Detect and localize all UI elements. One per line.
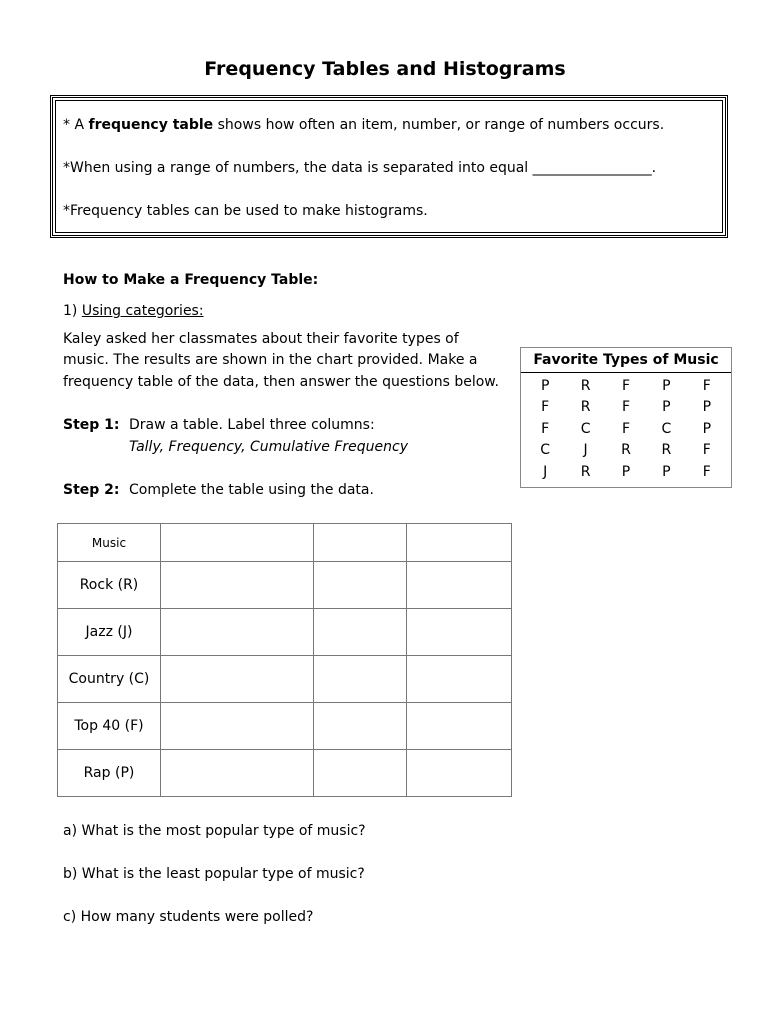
favorite-cell: P [662, 399, 671, 416]
favorite-cell: P [662, 463, 671, 480]
definition-line-2: *When using a range of numbers, the data is separated into equal _________________. [63, 160, 657, 176]
blank-answer-cell[interactable] [314, 609, 407, 656]
blank-answer-cell[interactable] [161, 703, 314, 750]
subheading-number: 1) [63, 303, 82, 319]
definition-text: shows how often an item, number, or range of numbers occurs. [213, 117, 665, 133]
favorite-cell: P [702, 399, 712, 416]
step2-text: Complete the table using the data. [129, 482, 374, 498]
favorite-music-grid [521, 373, 731, 487]
favorite-cell: P [540, 378, 550, 394]
blank-header-cell[interactable] [314, 524, 407, 562]
favorite-cell: R [580, 463, 591, 480]
music-column-header: Music [58, 524, 161, 562]
favorite-music-title: Favorite Types of Music [521, 348, 731, 373]
table-row [58, 562, 512, 609]
favorite-cell: F [702, 442, 711, 459]
favorite-cell: J [583, 442, 588, 459]
blank-answer-cell[interactable] [407, 703, 512, 750]
blank-header-cell[interactable] [161, 524, 314, 562]
music-category-cell: Rap (P) [58, 750, 161, 797]
page-title: Frequency Tables and Histograms [204, 58, 566, 80]
step1-columns: Tally, Frequency, Cumulative Frequency [129, 439, 409, 455]
blank-answer-cell[interactable] [407, 609, 512, 656]
question-a: a) What is the most popular type of music? [63, 823, 366, 839]
table-row [58, 703, 512, 750]
blank-answer-cell[interactable] [161, 562, 314, 609]
table-row [58, 750, 512, 797]
subheading-text: Using categories: [81, 303, 204, 319]
music-category-cell: Rock (R) [58, 562, 161, 609]
subheading [63, 303, 204, 319]
music-category-cell: Jazz (J) [58, 609, 161, 656]
blank-answer-cell[interactable] [314, 750, 407, 797]
favorite-cell: F [621, 378, 631, 394]
question-b: b) What is the least popular type of music? [63, 866, 365, 882]
blank-answer-cell[interactable] [407, 562, 512, 609]
step1-text: Draw a table. Label three columns: [129, 417, 375, 433]
favorite-cell: C [540, 442, 551, 459]
question-c: c) How many students were polled? [63, 909, 314, 925]
favorite-music-chart [520, 347, 732, 488]
problem-line-1: Kaley asked her classmates about their favorite types of [63, 331, 459, 347]
blank-answer-cell[interactable] [314, 562, 407, 609]
frequency-table [57, 523, 512, 797]
blank-answer-cell[interactable] [161, 656, 314, 703]
frequency-table-term: frequency table [88, 117, 214, 133]
favorite-cell: F [541, 420, 550, 437]
blank-answer-cell[interactable] [314, 656, 407, 703]
blank-answer-cell[interactable] [407, 750, 512, 797]
favorite-cell: P [621, 463, 631, 480]
blank-answer-cell[interactable] [161, 750, 314, 797]
definition-line-1 [63, 117, 664, 133]
blank-header-cell[interactable] [407, 524, 512, 562]
definition-prefix: * A [63, 117, 89, 133]
music-category-cell: Country (C) [58, 656, 161, 703]
favorite-cell: F [541, 399, 550, 416]
favorite-cell: C [580, 420, 591, 437]
blank-answer-cell[interactable] [314, 703, 407, 750]
favorite-cell: R [621, 442, 631, 459]
definition-line-3: *Frequency tables can be used to make histograms. [63, 203, 428, 219]
favorite-cell: F [702, 378, 711, 394]
favorite-cell: C [661, 420, 672, 437]
blank-answer-cell[interactable] [407, 656, 512, 703]
problem-line-2: music. The results are shown in the chart provided. Make a [63, 352, 478, 368]
favorite-cell: F [621, 420, 631, 437]
favorite-cell: R [661, 442, 672, 459]
music-category-cell: Top 40 (F) [58, 703, 161, 750]
problem-line-3: frequency table of the data, then answer the questions below. [63, 374, 499, 390]
section-heading: How to Make a Frequency Table: [63, 272, 319, 288]
step2-label: Step 2: [63, 482, 120, 498]
step1-label: Step 1: [63, 417, 120, 433]
favorite-cell: P [662, 378, 671, 394]
favorite-cell: R [580, 399, 591, 416]
table-row [58, 656, 512, 703]
favorite-cell: P [702, 420, 712, 437]
favorite-cell: J [543, 463, 548, 480]
favorite-cell: F [702, 463, 711, 480]
table-row [58, 609, 512, 656]
blank-answer-cell[interactable] [161, 609, 314, 656]
favorite-cell: R [580, 378, 591, 394]
favorite-cell: F [621, 399, 631, 416]
